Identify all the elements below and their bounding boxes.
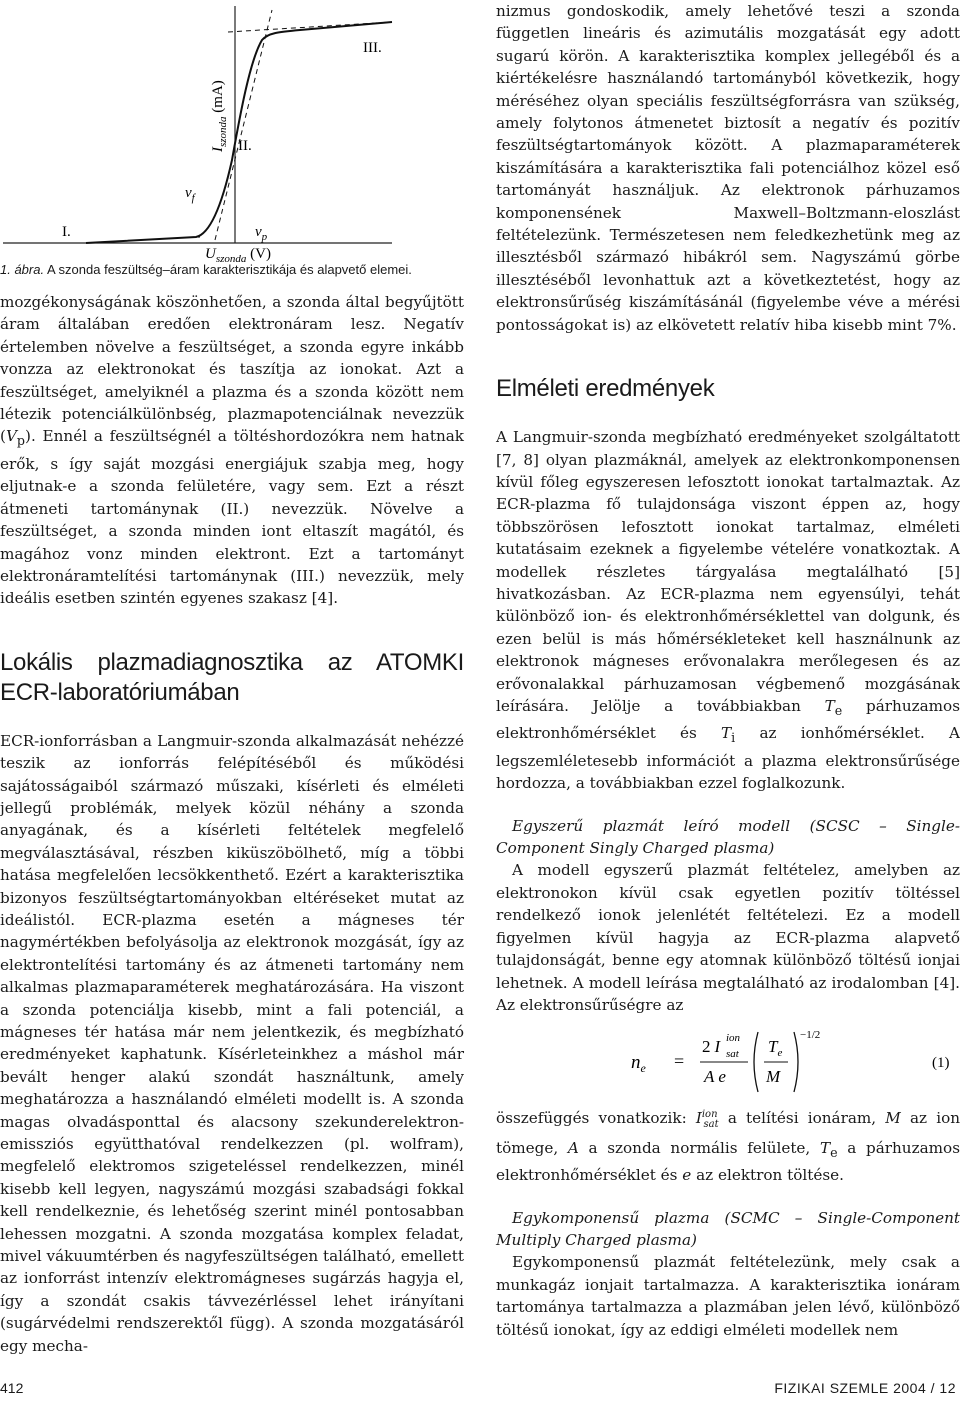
svg-text:A e: A e: [704, 1067, 726, 1087]
svg-text:ion: ion: [726, 1032, 741, 1045]
right-paragraph-1: nizmus gondoskodik, amely lehetővé teszi a szonda független lineáris és azimutális mozgatását egy adott sugarú körön. A karakterisztika komplex jellegéből és a kiértékelésre használandó tartományból következik, hogy méréséhez olyan speciális feszültségforrásra van szükség, amely folytonos átmenetet biztosít a negatív és pozitív feszültségtartományok között. A plazmaparaméterek kiszámítására a karakterisztika fali potenciálhoz közel eső tartományát használjuk. Az elektronok párhuzamos komponensének Maxwell–Boltzmann-eloszlást feltételezünk. Természetesen nem feledkezhetünk meg az illesztésből származó hibákról sem. Nagyszámú görbe illesztéséből levonhattuk azt a következtetést, hogy az elektronsűrűség kiszámításánál (figyelembe véve a mérési pontosságokat is) az elkövetett relatív hiba kisebb mint 7%.: [496, 2, 960, 334]
svg-text:Te: $T_e$: [768, 1037, 783, 1060]
subheading-scmc: Egykomponensű plazma (SCMC – Single-Component Multiply Charged plasma): [496, 1208, 960, 1250]
vf-label: $v_f$: [185, 185, 195, 204]
x-axis-label: $U_{szonda}$ (V): [205, 246, 271, 265]
right-paragraph-2: A Langmuir-szonda megbízható eredményeket szolgáltatott [7, 8] olyan plazmáknál, amelyek az elektronkomponensen kívül főleg egyszeresen lefosztott ionokat tartalmaztak. Az ECR-plazma fő tulajdonsága viszont éppen az, hogy többszörösen lefosztott ionokat tartalmaz, elméleti kutatásaim ezeknek a figyelembe vételére vonatkoztak. A modellek részletes tárgyalása megtalálható [5] hivatkozásban. Az ECR-plazma nem egyensúlyi, tehát különböző ion- és elektronhőmérséklettel van dolgunk, és ezen belül is más hőmérsékleteket kell használnunk az elektronok mágneses erővonalakra merőlegesen és az erővonalakkal párhuzamosan végbemenő mozgásának leírására. Jelölje a továbbiakban $T_e$ párhuzamos elektronhőmérséklet és $T_i$ az ionhőmérséklet. A legszemléletesebb információt a plazma elektronsűrűsége hordozza, a továbbiakban ezzel foglalkozunk.: [496, 428, 960, 793]
y-axis-label: $I_{szonda}$ (mA): [210, 80, 229, 152]
region-1-label: I.: [62, 224, 71, 240]
svg-text:−1/2: −1/2: [800, 1029, 821, 1042]
tangent-line-ion: [86, 237, 200, 243]
figure-caption: 1. ábra. A szonda feszültség–áram karakterisztikája és alapvető elemei.: [0, 262, 412, 277]
right-paragraph-5: Egykomponensű plazmát feltételezünk, mely csak a munkagáz ionjait tartalmazza. A karakterisztika ionáram tartománya tartalmazza a plazmában jelen lévő, különböző töltésű ionokat, így az eddigi elméleti modellek nem: [496, 1253, 960, 1339]
right-paragraph-4: összefüggés vonatkozik: $I^{ion}_{sat}$ a telítési ionáram, M az ion tömege, A a szonda normális felülete, $T_e$ a párhuzamos elektronhőmérséklet és e az elektron töltése.: [496, 1109, 960, 1185]
equation-1-graphic: [496, 1024, 960, 1096]
equation-1: [496, 1024, 960, 1096]
left-paragraph-2: ECR-ionforrásban a Langmuir-szonda alkalmazását nehézzé teszik az ionforrás felépítéséből és működési sajátosságaiból származó műszaki, kísérleti és elméleti jellegű problémák, melyek közül néhány a szonda anyagának, és a kísérleti feltételek megfelelő megválasztásával, részben kiküszöbölhető, míg a többi hatása megfelelően lecsökkenthető. Ezért a karakterisztika bizonyos feszültségtartományokban eltéréseket mutat az ideálistól. ECR-plazma esetén a mágneses tér nagymértékben befolyásolja az elektronok mozgását, így az elektrontelítési tartomány és az átmeneti tartomány nem alkalmas plazmaparaméterek meghatározására. Ha viszont a szonda potenciálja kisebb, mint a fali potenciál, a mágneses tér hatása már nem jelentkezik, és megbízható eredményeket kaphatunk. Kísérleteinkhez a máshol már bevált henger alakú szondát használtunk, amely meghatározza a használandó elméleti modellt is. A szonda magas olvadásponttal és alacsony szekunderelektron-emissziós együtthatóval rendelkezzen (pl. wolfram), megfelelő elektromos szigeteléssel rendelkezzen, minél kisebb kell legyen, nagyszámú mozgási szabadsági fokkal kell rendelkeznie, és lehetőség szerint minél pontosabban lehessen mozgatni. A szonda mozgatása komplex feladat, mivel vákuumtérben és nagyfeszültségen található, emellett az ionforrást intenzív elektromágneses sugárzás hagyja el, így a szondát csakis távvezérléssel lehet irányítani (sugárvédelmi rendszerektől függ). A szonda mozgatásáról egy mecha-: [0, 731, 464, 1355]
left-paragraph-1: mozgékonyságának köszönhetően, a szonda által begyűjtött áram általában eredően elektronáram lesz. Negatív értelemben növelve a feszültséget, a szonda egyre inkább vonzza az elektronokat és taszítja az ionokat. Azt a feszültséget, amelyiknél a plazma és a szonda között nem létezik potenciálkülönbség, plazmapotenciálnak nevezzük $(V_p)$. Ennél a feszültségnél a töltéshordozókra nem hatnak erők, s így saját mozgási energiájuk szabja meg, hogy eljutnak-e a szonda felületére, vagy sem. Ezt a részt átmeneti tartománynak (II.) nevezzük. Növelve a feszültséget, a szonda minden iont eltaszít magától, és magához vonz minden elektront. Ezt a tartományt elektronáramtelítési tartománynak (III.) nevezzük, mely ideális esetben szintén egyenes szakasz [4].: [0, 293, 464, 608]
tangent-line-saturation: [228, 22, 392, 32]
svg-text:2I: 2 I: [702, 1037, 721, 1057]
journal-name: FIZIKAI SZEMLE 2004 / 12: [774, 1380, 956, 1396]
region-2-label: II.: [238, 138, 252, 154]
svg-text:=: =: [674, 1051, 685, 1072]
svg-text:M: M: [766, 1067, 781, 1087]
svg-text:ne: $n_e$: [631, 1052, 646, 1076]
svg-text:sat: sat: [726, 1048, 739, 1061]
section-heading-theory: Elméleti eredmények: [496, 375, 715, 403]
page-footer: [0, 1380, 960, 1402]
iv-characteristic-plot: [0, 0, 464, 265]
characteristic-curve: [86, 22, 392, 243]
left-column: [0, 0, 464, 1357]
figure-1: [0, 0, 464, 265]
page-number: 412: [0, 1380, 24, 1396]
vp-label: $v_p$: [255, 224, 268, 243]
subheading-scsc: Egyszerű plazmát leíró modell (SCSC – Single-Component Singly Charged plasma): [496, 816, 960, 858]
svg-text:(1): (1): [932, 1055, 950, 1072]
section-heading-atomki: Lokális plazmadiagnosztika az ATOMKI ECR-laboratóriumában: [0, 648, 464, 706]
region-3-label: III.: [363, 40, 382, 56]
right-paragraph-3: A modell egyszerű plazmát feltételez, amelyben az elektronokon kívül csak egyetlen pozitív töltéssel rendelkező ionok jelenlétét feltételezi. Ez a modell figyelmen kívül hagyja az ECR-plazma alapvető tulajdonságát, benne egy atomnak különböző töltésű ionjai lehetnek. A modell leírása megtalálható az irodalomban [4]. Az elektronsűrűségre az: [496, 861, 960, 1014]
right-column: [496, 0, 960, 1341]
